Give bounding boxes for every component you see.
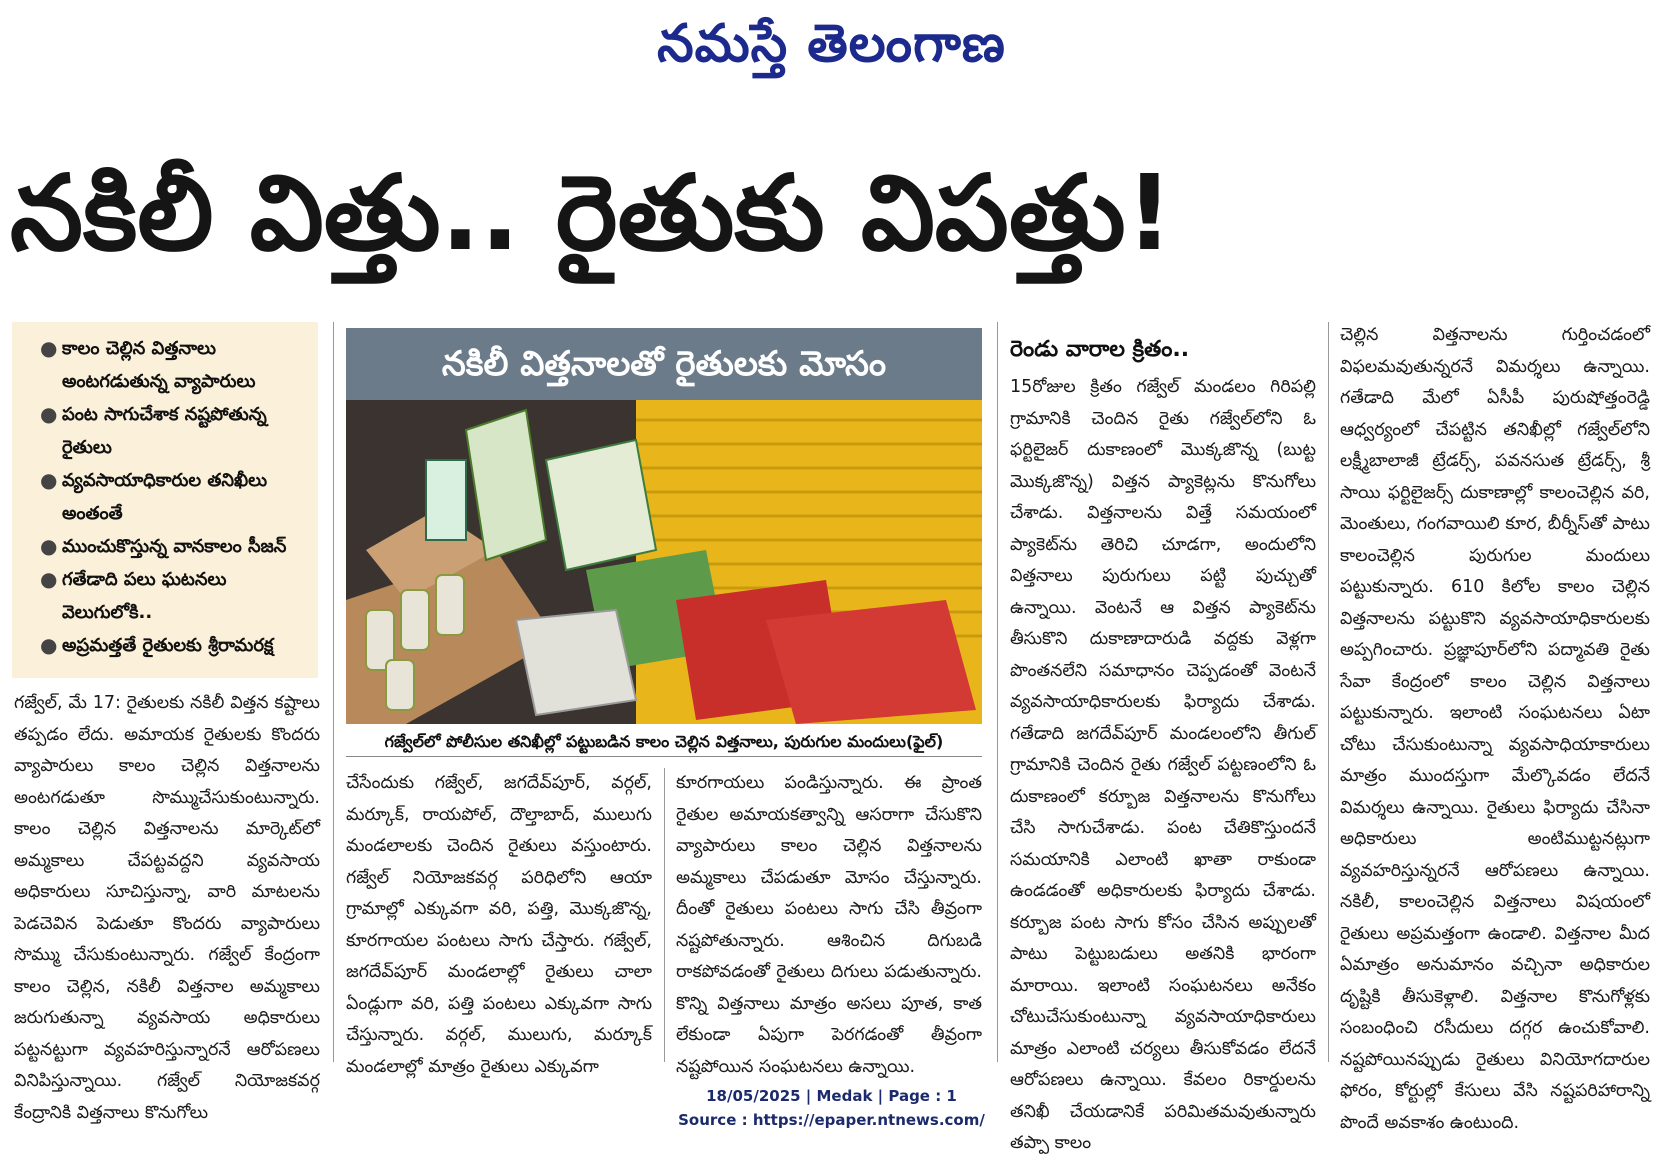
highlight-item: ● ముంచుకొస్తున్న వానకాలం సీజన్: [40, 534, 287, 558]
article-paragraph: చెల్లిన విత్తనాలను గుర్తించడంలో విఫలమవుతున్నరనే విమర్శలు ఉన్నాయి. గతేడాది మేలో ఏసీపీ పురుషోత్తంరెడ్డి ఆధ్వర్యంలో చేపట్టిన తనిఖీల్లో గజ్వేల్‌లోని లక్ష్మీబాలాజీ ట్రేడర్స్, పవనసుత ట్రేడర్స్, శ్రీ సాయి ఫర్టిలైజర్స్ దుకాణాల్లో కాలంచెల్లిన వరి, మెంతులు, గంగవాయిలి కూర, బీర్నీస్‌తో పాటు కాలంచెల్లిన పురుగుల మందులు పట్టుకున్నారు. 610 కిలోల కాలం చెల్లిన విత్తనాలను పట్టుకొని వ్యవసాయాధికారులకు అప్పగించారు. ప్రజ్ఞాపూర్‌లోని పద్మావతి రైతు సేవా కేంద్రంలో కాలం చెల్లిన విత్తనాలు పట్టుకున్నారు. ఇలాంటి సంఘటనలు ఏటా చోటు చేసుకుంటున్నా వ్యవసాధియాకారులు మాత్రం ముందస్తుగా మేల్కొవడం లేదనే విమర్శలు ఉన్నాయి. రైతులు ఫిర్యాదు చేసినా అధికారులు అంటిముట్టనట్లుగా వ్యవహరిస్తున్నరనే ఆరోపణలు ఉన్నాయి. నకిలీ, కాలంచెల్లిన విత్తనాలు విషయంలో రైతులు అప్రమత్తంగా ఉండాలి. విత్తనాల మీద ఏమాత్రం అనుమానం వచ్చినా అధికారుల దృష్టికి తీసుకెళ్లాలి. విత్తనాల కొనుగోళ్లకు సంబంధించి రసీదులు దగ్గర ఉంచుకోవాలి. నష్టపోయినప్పుడు రైతులు వినియోగదారుల ఫోరం, కోర్టుల్లో కేసులు వేసి నష్టపరిహారాన్ని పొందే అవకాశం ఉంటుంది.: [1340, 325, 1650, 1133]
source-link[interactable]: Source : https://epaper.ntnews.com/: [678, 1111, 985, 1129]
headline: నకిలీ విత్తు.. రైతుకు విపత్తు!: [10, 152, 1174, 274]
subheading: రెండు వారాల క్రితం..: [1010, 337, 1190, 362]
highlight-item: ● గతేడాది పలు ఘటనలు వెలుగులోకి..: [40, 567, 227, 623]
highlight-item: ● అప్రమత్తతే రైతులకు శ్రీరామరక్ష: [40, 633, 274, 657]
photo-caption: గజ్వేల్‌లో పోలీసుల తనిఖీల్లో పట్టుబడిన కాలం చెల్లిన విత్తనాలు, పురుగుల మందులు(ఫైల్): [346, 728, 982, 757]
seized-seeds-photo: [346, 400, 982, 724]
highlight-item: ● పంట సాగుచేశాక నష్టపోతున్న రైతులు: [40, 402, 267, 458]
article-paragraph: గజ్వేల్, మే 17: రైతులకు నకిలీ విత్తన కష్టాలు తప్పడం లేదు. అమాయక రైతులకు కొందరు వ్యాపారులు కాలం చెల్లిన విత్తనాలను అంటగడుతూ సొమ్ముచేసుకుంటున్నారు. కాలం చెల్లిన విత్తనాలను మార్కెట్‌లో అమ్మకాలు చేపట్టవద్దని వ్యవసాయ అధికారులు సూచిస్తున్నా, వారి మాటలను పెడచెవిన పెడుతూ కొందరు వ్యాపారులు సొమ్ము చేసుకుంటున్నారు. గజ్వేల్ కేంద్రంగా కాలం చెల్లిన, నకిలీ విత్తనాల అమ్మకాలు జరుగుతున్నా వ్యవసాయ అధికారులు పట్టనట్టుగా వ్యవహరిస్తున్నారనే ఆరోపణలు వినిపిస్తున్నాయి. గజ్వేల్ నియోజకవర్గ కేంద్రానికి విత్తనాలు కొనుగోలు: [14, 693, 320, 1123]
footer: [0, 1084, 1663, 1132]
column-divider: [664, 768, 665, 1062]
column-divider: [333, 322, 334, 1062]
photo-block: [346, 328, 982, 760]
article-column-4: [1010, 372, 1316, 1160]
highlight-item: ● వ్యవసాయాధికారుల తనిఖీలు అంతంతే: [40, 468, 268, 524]
column-divider: [997, 322, 998, 1062]
article-paragraph: 15రోజుల క్రితం గజ్వేల్ మండలం గిరిపల్లి గ్రామానికి చెందిన రైతు గజ్వేల్‌లోని ఓ ఫర్టిలైజర్ దుకాణంలో మొక్కజొన్న (బుట్ట మొక్కజొన్న) విత్తన ప్యాకెట్లను కొనుగోలు చేశాడు. విత్తనాలను విత్తే సమయంలో ప్యాకెట్‌ను తెరిచి చూడగా, అందులోని విత్తనాలు పురుగులు పట్టి పుచ్చుతో ఉన్నాయి. వెంటనే ఆ విత్తన ప్యాకెట్‌ను తీసుకొని దుకాణాదారుడి వద్దకు వెళ్లగా పొంతనలేని సమాధానం చెప్పడంతో వెంటనే వ్యవసాయాధికారులకు ఫిర్యాదు చేశాడు. గతేడాది జగదేవ్‌పూర్ మండలంలోని తీగుల్ గ్రామానికి చెందిన రైతు గజ్వేల్ పట్టణంలోని ఓ దుకాణంలో కర్బూజ విత్తనాలను కొనుగోలు చేసి సాగుచేశాడు. పంట చేతికొస్తుందనే సమయానికి ఎలాంటి ఖాతా రాకుండా ఉండడంతో అధికారులకు ఫిర్యాదు చేశాడు. కర్బూజ పంట సాగు కోసం చేసిన అప్పులతో పాటు పెట్టుబడులు అతనికి భారంగా మారాయి. ఇలాంటి సంఘటనలు అనేకం చోటుచేసుకుంటున్నా వ్యవసాయాధికారులు మాత్రం ఎలాంటి చర్యలు తీసుకోవడం లేదనే ఆరోపణలు ఉన్నాయి. కేవలం రికార్డులను తనిఖీ చేయడానికే పరిమితమవుతున్నారు తప్పా కాలం: [1010, 377, 1316, 1153]
column-divider: [1328, 322, 1329, 1062]
photo-illustration: [346, 400, 982, 724]
masthead-logo: నమస్తే తెలంగాణ: [657, 13, 1006, 74]
article-column-3: [676, 768, 982, 1083]
photo-title: నకిలీ విత్తనాలతో రైతులకు మోసం: [346, 328, 982, 400]
article-paragraph: చేసేందుకు గజ్వేల్, జగదేవ్‌పూర్, వర్గల్, మర్కూక్, రాయపోల్, దౌల్తాబాద్, ములుగు మండలాలకు చెందిన రైతులు వస్తుంటారు. గజ్వేల్ నియోజకవర్గ పరిధిలోని ఆయా గ్రామాల్లో ఎక్కువగా వరి, పత్తి, మొక్కజొన్న, కూరగాయల పంటలు సాగు చేస్తారు. గజ్వేల్, జగదేవ్‌పూర్ మండలాల్లో రైతులు చాలా ఏండ్లుగా వరి, పత్తి పంటలు ఎక్కువగా సాగు చేస్తున్నారు. వర్గల్, ములుగు, మర్కూక్ మండలాల్లో మాత్రం రైతులు ఎక్కువగా: [346, 773, 652, 1077]
article-paragraph: కూరగాయలు పండిస్తున్నారు. ఈ ప్రాంత రైతుల అమాయకత్వాన్ని ఆసరాగా చేసుకొని వ్యాపారులు కాలం చెల్లిన విత్తనాలను అమ్మకాలు చేపడుతూ మోసం చేస్తున్నారు. దీంతో రైతులు పంటలు సాగు చేసి తీవ్రంగా నష్టపోతున్నారు. ఆశించిన దిగుబడి రాకపోవడంతో రైతులు దిగులు పడుతున్నారు. కొన్ని విత్తనాలు మాత్రం అసలు పూత, కాత లేకుండా ఏపుగా పెరగడంతో తీవ్రంగా నష్టపోయిన సంఘటనలు ఉన్నాయి.: [676, 773, 982, 1077]
article-column-1: [14, 688, 320, 1129]
article-column-2: [346, 768, 652, 1083]
article-column-5: [1340, 320, 1650, 1139]
edition-info: 18/05/2025 | Medak | Page : 1: [706, 1087, 957, 1105]
highlights-box: [12, 322, 318, 678]
highlight-item: ● కాలం చెల్లిన విత్తనాలు అంటగడుతున్న వ్యాపారులు: [40, 336, 256, 392]
